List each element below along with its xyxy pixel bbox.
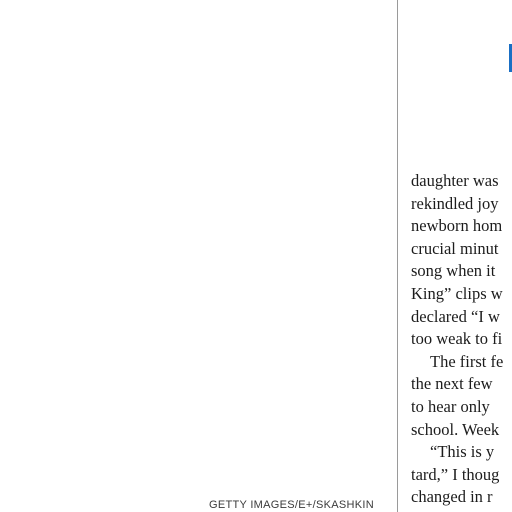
article-text-line: The first fe xyxy=(430,351,504,371)
article-text-line: tard,” I thoug xyxy=(411,464,500,484)
article-text-line: rekindled joy xyxy=(411,193,499,213)
article-body-column xyxy=(411,170,512,512)
article-text-line: King” clips w xyxy=(411,283,503,303)
article-text-line: to hear only xyxy=(411,396,490,416)
article-text-line: declared “I w xyxy=(411,306,500,326)
article-text-line: changed in r xyxy=(411,487,493,507)
article-text-line: the next few xyxy=(411,374,493,394)
article-text-line: crucial minut xyxy=(411,238,499,258)
article-text-line: daughter was xyxy=(411,171,499,190)
article-text-line: school. Week xyxy=(411,419,500,439)
article-text-line: song when it xyxy=(411,261,496,281)
article-text-line: newborn hom xyxy=(411,216,503,236)
page-gutter-rule xyxy=(397,0,398,512)
article-text-line: “This is y xyxy=(430,442,495,462)
article-text-line: too weak to fi xyxy=(411,329,503,349)
photo-credit: GETTY IMAGES/E+/SKASHKIN xyxy=(209,499,375,511)
